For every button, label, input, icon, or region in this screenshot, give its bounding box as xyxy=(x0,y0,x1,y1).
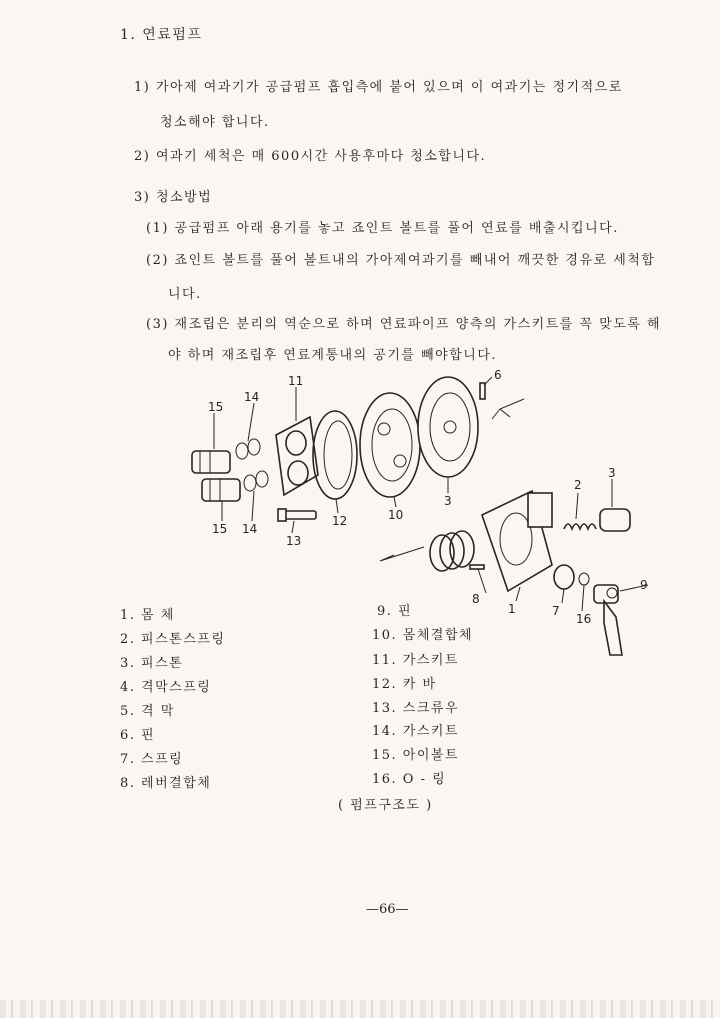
diagram-label: 11 xyxy=(288,374,304,388)
diagram-label: 7 xyxy=(552,604,560,618)
eye-bolt-lower xyxy=(202,479,240,501)
diagram-label: 3 xyxy=(444,494,452,508)
part-item: 3. 피스톤 xyxy=(120,656,184,671)
diagram-label: 3 xyxy=(608,466,616,480)
piston-spring-2 xyxy=(564,524,596,529)
diagram-label: 14 xyxy=(242,522,258,536)
page-number: —66— xyxy=(366,902,409,917)
diagram-label: 12 xyxy=(332,514,348,528)
pump-exploded-diagram xyxy=(180,365,650,665)
part-item: 9. 핀 xyxy=(377,604,413,619)
part-item: 8. 레버결합체 xyxy=(120,776,212,791)
step-1: (1) 공급펌프 아래 용기를 놓고 죠인트 볼트를 풀어 연료를 배출시킵니다. xyxy=(146,221,619,236)
part-item: 6. 핀 xyxy=(120,728,156,743)
gasket-11 xyxy=(313,411,357,499)
part-item: 1. 몸 체 xyxy=(120,608,175,623)
pin-6 xyxy=(480,383,485,399)
arrow-upper xyxy=(492,399,524,419)
scan-edge xyxy=(0,1000,720,1018)
diagram-label: 9 xyxy=(640,578,648,592)
diaphragm-spring xyxy=(430,531,474,571)
diagram-label: 1 xyxy=(508,602,516,616)
section-title: 1. 연료펌프 xyxy=(120,27,203,43)
diagram-label: 2 xyxy=(574,478,582,492)
diagram-label: 8 xyxy=(472,592,480,606)
arrow-lower xyxy=(380,547,424,561)
paragraph-3-title: 3) 청소방법 xyxy=(134,190,213,205)
step-3-line-2: 야 하며 재조립후 연료계통내의 공기를 빼야합니다. xyxy=(168,348,498,363)
part-item: 10. 몸체결합체 xyxy=(372,628,474,643)
part-item: 14. 가스키트 xyxy=(372,724,460,739)
step-2-line-1: (2) 죠인트 볼트를 풀어 볼트내의 가아제여과기를 빼내어 깨끗한 경유로 세척합 xyxy=(146,253,656,268)
paragraph-1-line-2: 청소해야 합니다. xyxy=(160,115,270,130)
diagram-label: 15 xyxy=(212,522,228,536)
diagram-label: 10 xyxy=(388,508,404,522)
pin-9 xyxy=(470,565,484,569)
part-item: 4. 격막스프링 xyxy=(120,680,212,695)
part-item: 12. 카 바 xyxy=(372,677,437,692)
part-item: 7. 스프링 xyxy=(120,752,184,767)
part-item: 5. 격 막 xyxy=(120,704,175,719)
gasket-14b xyxy=(248,439,260,455)
diagram-label: 16 xyxy=(576,612,592,626)
spring-7 xyxy=(554,565,574,589)
part-item: 15. 아이볼트 xyxy=(372,748,460,763)
screw-13 xyxy=(278,509,316,521)
diagram-label: 13 xyxy=(286,534,302,548)
part-item: 11. 가스키트 xyxy=(372,653,460,668)
body-assembly-10 xyxy=(360,393,420,497)
part-item: 13. 스크류우 xyxy=(372,701,460,716)
gasket-14d xyxy=(256,471,268,487)
cover-plate xyxy=(276,417,318,495)
gasket-14c xyxy=(244,475,256,491)
diagram-label: 15 xyxy=(208,400,224,414)
part-item: 2. 피스톤스프링 xyxy=(120,632,226,647)
step-2-line-2: 니다. xyxy=(168,287,202,302)
paragraph-1-line-1: 1) 가아제 여과기가 공급펌프 흡입측에 붙어 있으며 이 여과기는 정기적으로 xyxy=(134,80,623,95)
diagram-label: 14 xyxy=(244,390,260,404)
eye-bolt-upper xyxy=(192,451,230,473)
step-3-line-1: (3) 재조립은 분리의 역순으로 하며 연료파이프 양측의 가스키트를 꼭 맞도록 해 xyxy=(146,317,662,332)
paragraph-2: 2) 여과기 세척은 매 600시간 사용후마다 청소합니다. xyxy=(134,149,487,164)
lever-assembly-8 xyxy=(594,585,622,655)
gasket-14a xyxy=(236,443,248,459)
diagram-caption: ( 펌프구조도 ) xyxy=(338,798,433,813)
body-1 xyxy=(482,491,552,591)
piston-3 xyxy=(600,509,630,531)
o-ring-16 xyxy=(579,573,589,585)
part-item: 16. O - 링 xyxy=(372,772,447,787)
diagram-label: 6 xyxy=(494,368,502,382)
diaphragm-5 xyxy=(418,377,478,477)
